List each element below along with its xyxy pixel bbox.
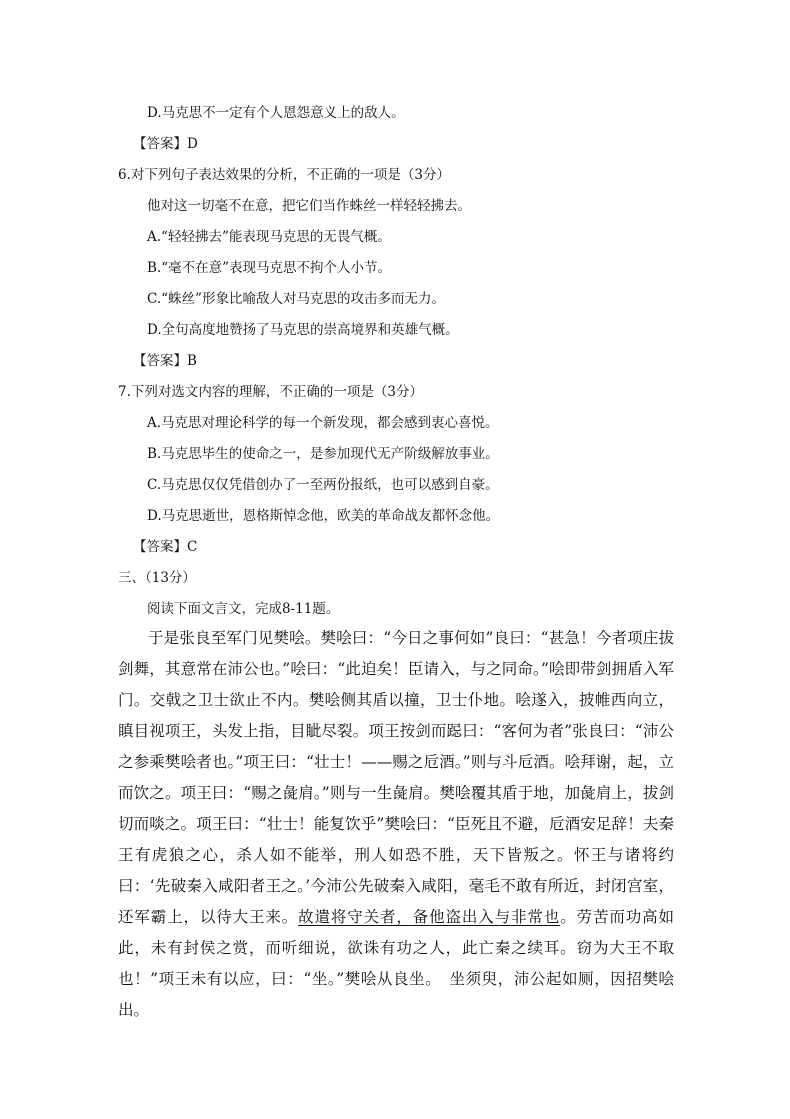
q7-option-c: C.马克思仅仅凭借创办了一至两份报纸，也可以感到自豪。: [147, 477, 499, 493]
q6-option-d: D.全句高度地赞扬了马克思的崇高境界和英雄气概。: [147, 322, 459, 338]
q7-answer: 【答案】C: [133, 539, 198, 555]
q6-option-c: C.“蛛丝”形象比喻敌人对马克思的攻击多而无力。: [147, 291, 445, 307]
q5-option-d: D.马克思不一定有个人恩怨意义上的敌人。: [147, 105, 405, 121]
section3-heading: 三、（13分）: [118, 570, 196, 586]
q5-answer: 【答案】D: [133, 136, 198, 152]
q6-stem: 6.对下列句子表达效果的分析，不正确的一项是（3分）: [118, 167, 450, 183]
section3-instruction: 阅读下面文言文，完成8-11题。: [147, 601, 340, 617]
q7-stem: 7.下列对选文内容的理解，不正确的一项是（3分）: [118, 384, 423, 400]
q7-option-a: A.马克思对理论科学的每一个新发现，都会感到衷心喜悦。: [147, 415, 499, 431]
q6-sentence: 他对这一切毫不在意，把它们当作蛛丝一样轻轻拂去。: [147, 198, 471, 214]
classical-passage: [118, 623, 674, 1026]
passage-text-after: 。劳苦而功高如此，未有封侯之赏，而听细说，欲诛有功之人，此亡秦之续耳。窃为大王不取也！”项王未有以应，曰：“坐。”樊哙从良坐。 坐须臾，沛公起如厕，因招樊哙出。: [118, 908, 674, 1019]
q6-answer: 【答案】B: [133, 353, 197, 369]
q6-option-a: A.“轻轻拂去”能表现马克思的无畏气概。: [147, 229, 391, 245]
q6-option-b: B.“毫不在意”表现马克思不拘个人小节。: [147, 260, 392, 276]
q7-option-d: D.马克思逝世，恩格斯悼念他，欧美的革命战友都怀念他。: [147, 508, 500, 524]
q7-option-b: B.马克思毕生的使命之一，是参加现代无产阶级解放事业。: [147, 446, 499, 462]
passage-text-before: 于是张良至军门见樊哙。樊哙曰：“今日之事何如”良曰：“甚急！今者项庄拔剑舞，其意常在沛公也。”哙曰：“此迫矣！臣请入，与之同命。”哙即带剑拥盾入军门。交戟之卫士欲止不内。樊哙侧其盾以撞，卫士仆地。哙遂入，披帷西向立，瞋目视项王，头发上指，目眦尽裂。项王按剑而跽曰：“客何为者”张良曰：“沛公之参乘樊哙者也。”项王曰：“壮士！——赐之卮酒。”则与斗卮酒。哙拜谢，起，立而饮之。项王曰：“赐之彘肩。”则与一生彘肩。樊哙覆其盾于地，加彘肩上，拔剑切而啖之。项王曰：“壮士！能复饮乎”樊哙曰：“臣死且不避，卮酒安足辞！夫秦王有虎狼之心，杀人如不能举，刑人如恐不胜，天下皆叛之。怀王与诸将约曰：‘先破秦入咸阳者王之。’今沛公先破秦入咸阳，毫毛不敢有所近，封闭宫室，还军霸上，以待大王来。: [118, 629, 674, 926]
passage-underlined-sentence: 故遣将守关者，备他盗出入与非常也: [298, 908, 561, 926]
passage-paragraph: [118, 623, 674, 1026]
